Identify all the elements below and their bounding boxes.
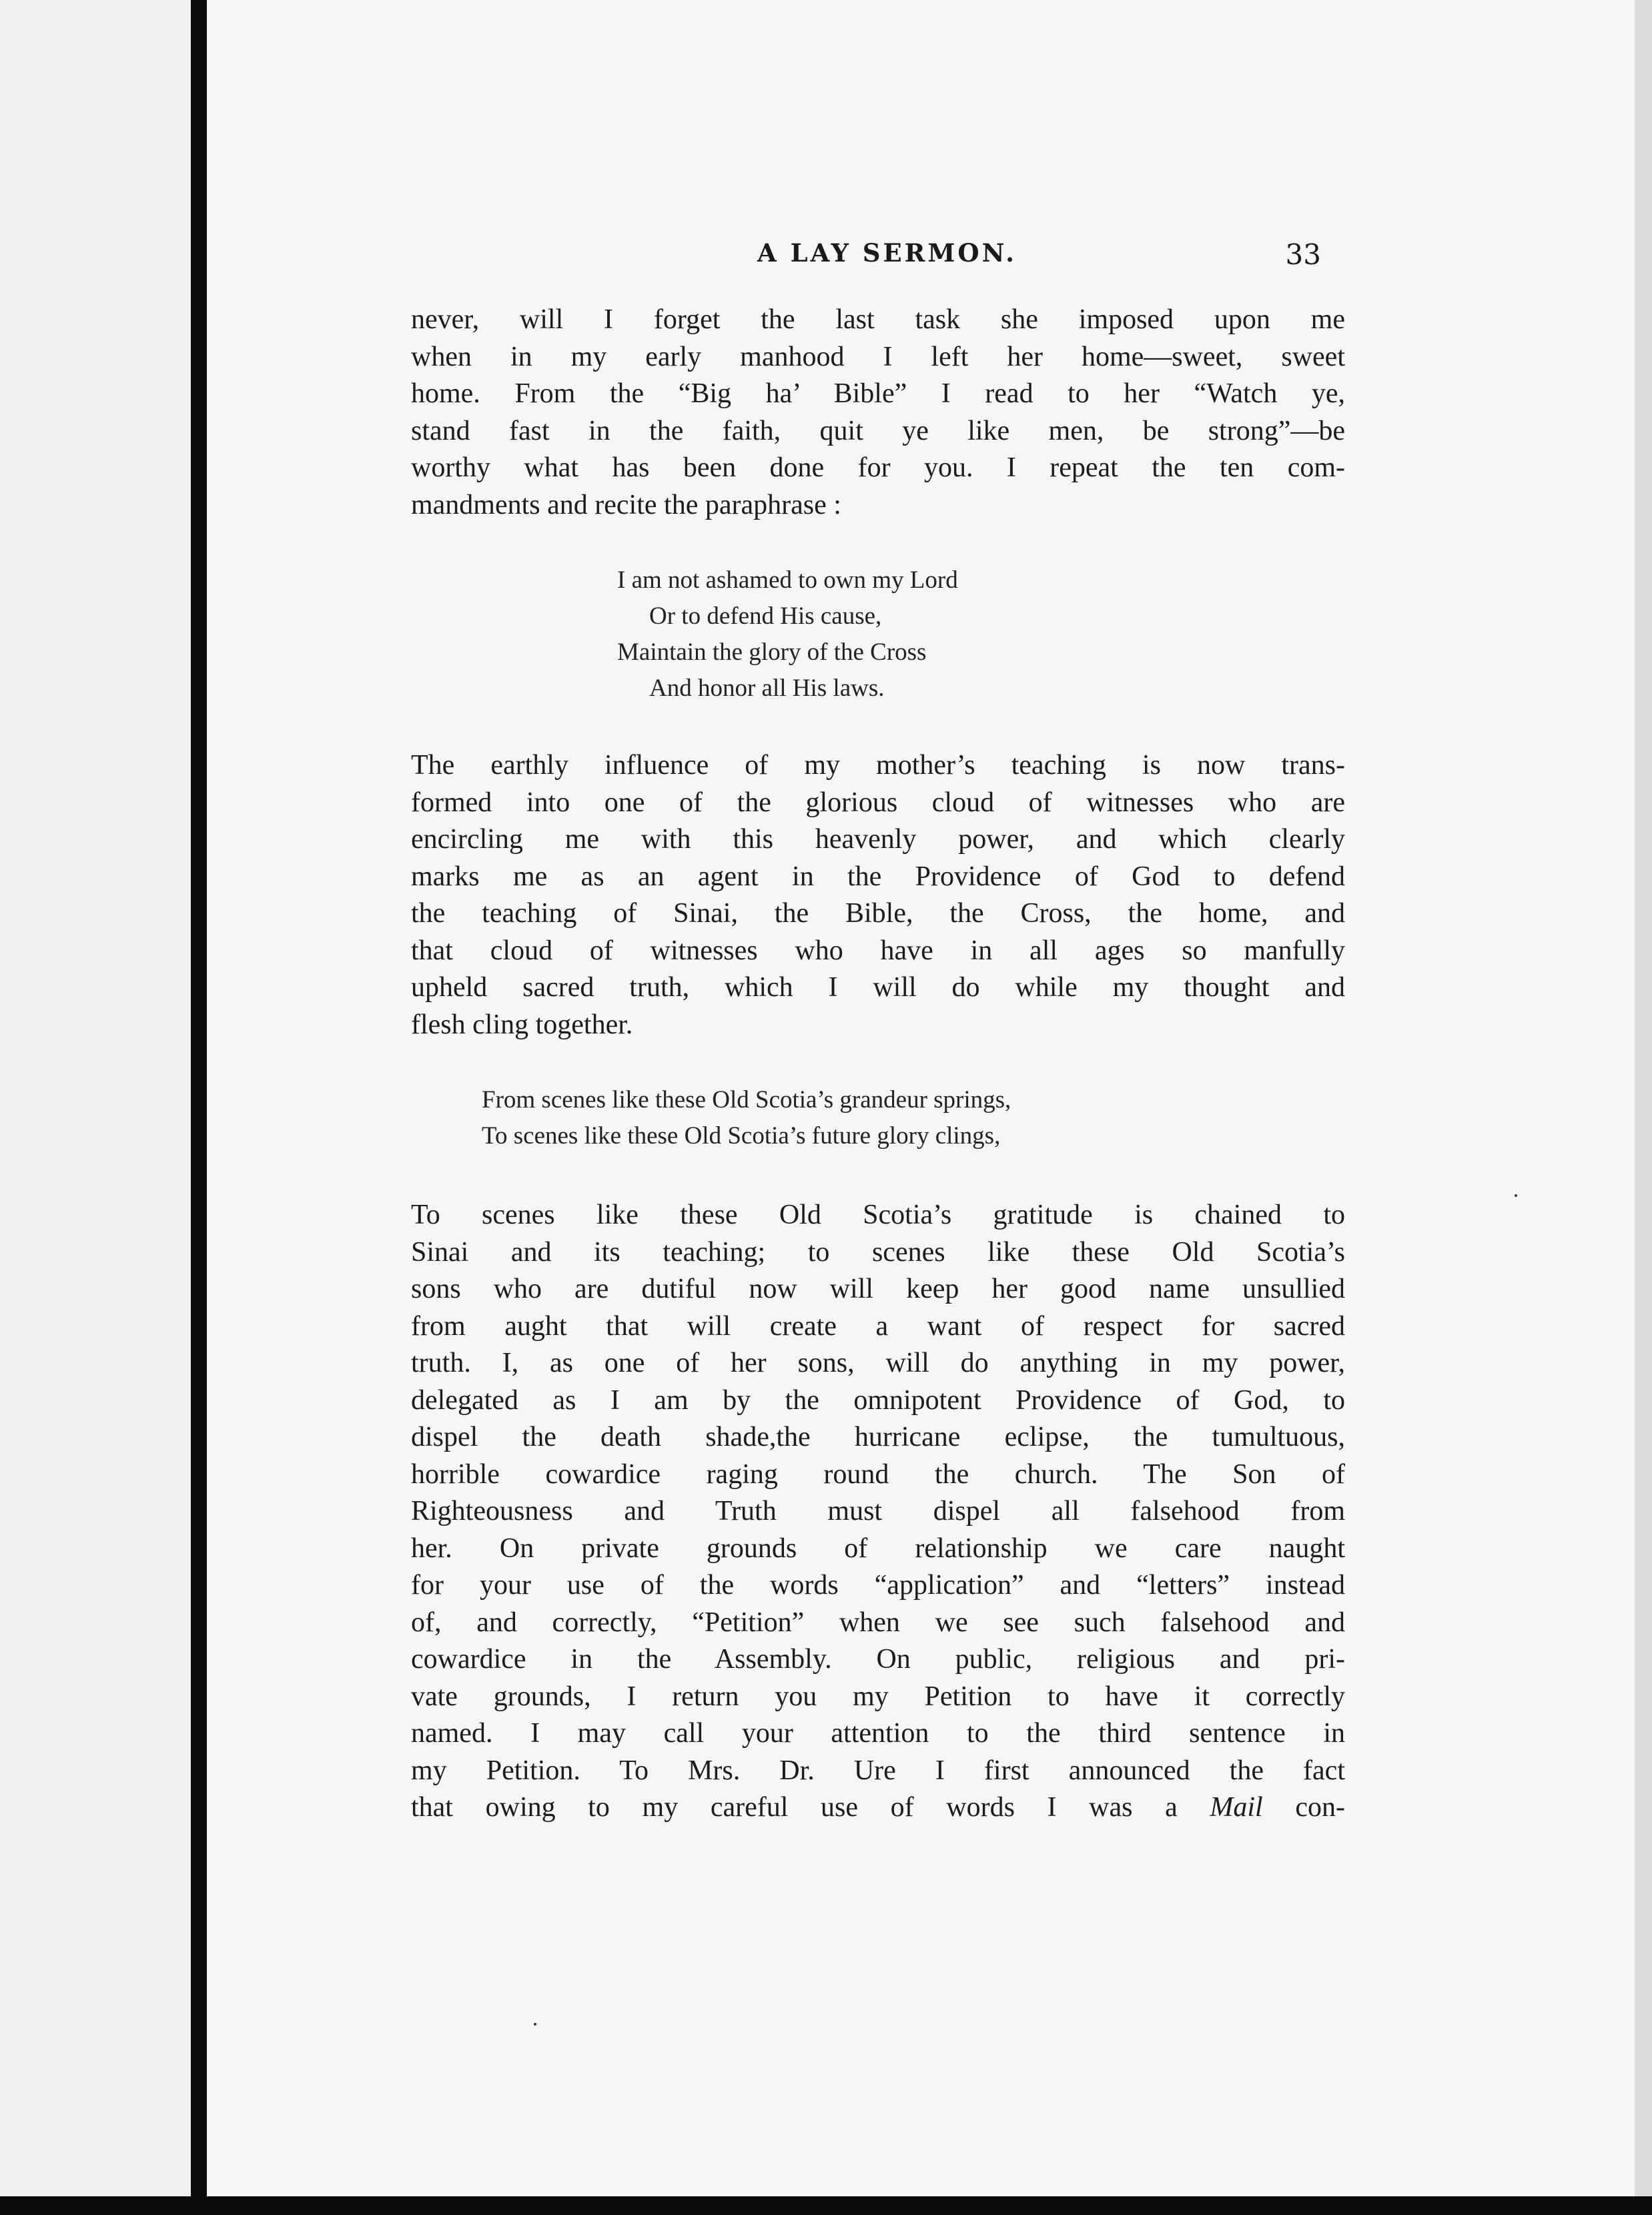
text-line: when in my early manhood I left her home—sweet, sweet	[411, 341, 1345, 372]
facing-page	[0, 0, 191, 2196]
verse-line: To scenes like these Old Scotia’s future glory clings,	[482, 1122, 1001, 1150]
text-line: from aught that will create a want of respect for sacred	[411, 1310, 1345, 1342]
verse-paraphrase	[617, 562, 958, 707]
verse-quotation	[482, 1082, 1011, 1154]
text-line: flesh cling together.	[411, 1009, 633, 1040]
text-line: dispel the death shade,the hurricane eclipse, the tumultuous,	[411, 1422, 1345, 1452]
paragraph-2	[411, 747, 1345, 1043]
text-line: Sinai and its teaching; to scenes like these Old Scotia’s	[411, 1236, 1345, 1268]
text-line: the teaching of Sinai, the Bible, the Cross, the home, and	[411, 898, 1345, 929]
verse-line: From scenes like these Old Scotia’s grandeur springs,	[482, 1086, 1011, 1114]
text-line: horrible cowardice raging round the church. The Son of	[411, 1458, 1345, 1490]
verse-line: Maintain the glory of the Cross	[617, 638, 927, 666]
page-edge	[1635, 0, 1652, 2196]
text-line: worthy what has been done for you. I repeat the ten com-	[411, 452, 1345, 483]
text-line: The earthly influence of my mother’s teaching is now trans-	[411, 750, 1345, 781]
text-line: formed into one of the glorious cloud of witnesses who are	[411, 787, 1345, 818]
text-run: con-	[1262, 1792, 1345, 1823]
verse-line: And honor all His laws.	[649, 675, 885, 702]
text-line: Righteousness and Truth must dispel all falsehood from	[411, 1496, 1345, 1526]
text-line: To scenes like these Old Scotia’s gratitude is chained to	[411, 1200, 1345, 1230]
paragraph-3	[411, 1197, 1345, 1827]
text-line: sons who are dutiful now will keep her good name unsullied	[411, 1274, 1345, 1304]
paragraph-1	[411, 302, 1345, 524]
text-line: my Petition. To Mrs. Dr. Ure I first announced the fact	[411, 1755, 1345, 1786]
text-line-final	[411, 1789, 1345, 1827]
text-run: that owing to my careful use of words I was a	[411, 1792, 1210, 1823]
verse-line: Or to defend His cause,	[649, 602, 882, 630]
text-line: of, and correctly, “Petition” when we see such falsehood and	[411, 1607, 1345, 1638]
page-number: 33	[1285, 238, 1321, 271]
book-gutter	[191, 0, 207, 2196]
text-line: delegated as I am by the omnipotent Providence of God, to	[411, 1384, 1345, 1416]
text-line: encircling me with this heavenly power, and which clearly	[411, 824, 1345, 855]
text-line: stand fast in the faith, quit ye like men, be strong”—be	[411, 415, 1345, 446]
text-line: for your use of the words “application” and “letters” instead	[411, 1570, 1345, 1601]
text-line: home. From the “Big ha’ Bible” I read to her “Watch ye,	[411, 378, 1345, 409]
text-line: mandments and recite the paraphrase :	[411, 489, 841, 520]
text-line: that cloud of witnesses who have in all ages so manfully	[411, 935, 1345, 966]
text-line: never, will I forget the last task she imposed upon me	[411, 304, 1345, 335]
text-line: her. On private grounds of relationship we care naught	[411, 1532, 1345, 1564]
text-line: named. I may call your attention to the third sentence in	[411, 1718, 1345, 1749]
verse-line: I am not ashamed to own my Lord	[617, 566, 958, 594]
scan-border	[0, 2196, 1652, 2215]
ink-speck	[1515, 1194, 1517, 1197]
running-title: A LAY SERMON.	[757, 238, 1017, 268]
text-line: marks me as an agent in the Providence of God to defend	[411, 861, 1345, 892]
text-line: upheld sacred truth, which I will do while my thought and	[411, 972, 1345, 1003]
page-header	[757, 238, 1321, 272]
ink-speck	[534, 2023, 536, 2026]
italic-title: Mail	[1210, 1792, 1263, 1823]
text-line: truth. I, as one of her sons, will do anything in my power,	[411, 1348, 1345, 1378]
text-line: cowardice in the Assembly. On public, religious and pri-	[411, 1644, 1345, 1675]
text-line: vate grounds, I return you my Petition to have it correctly	[411, 1681, 1345, 1712]
